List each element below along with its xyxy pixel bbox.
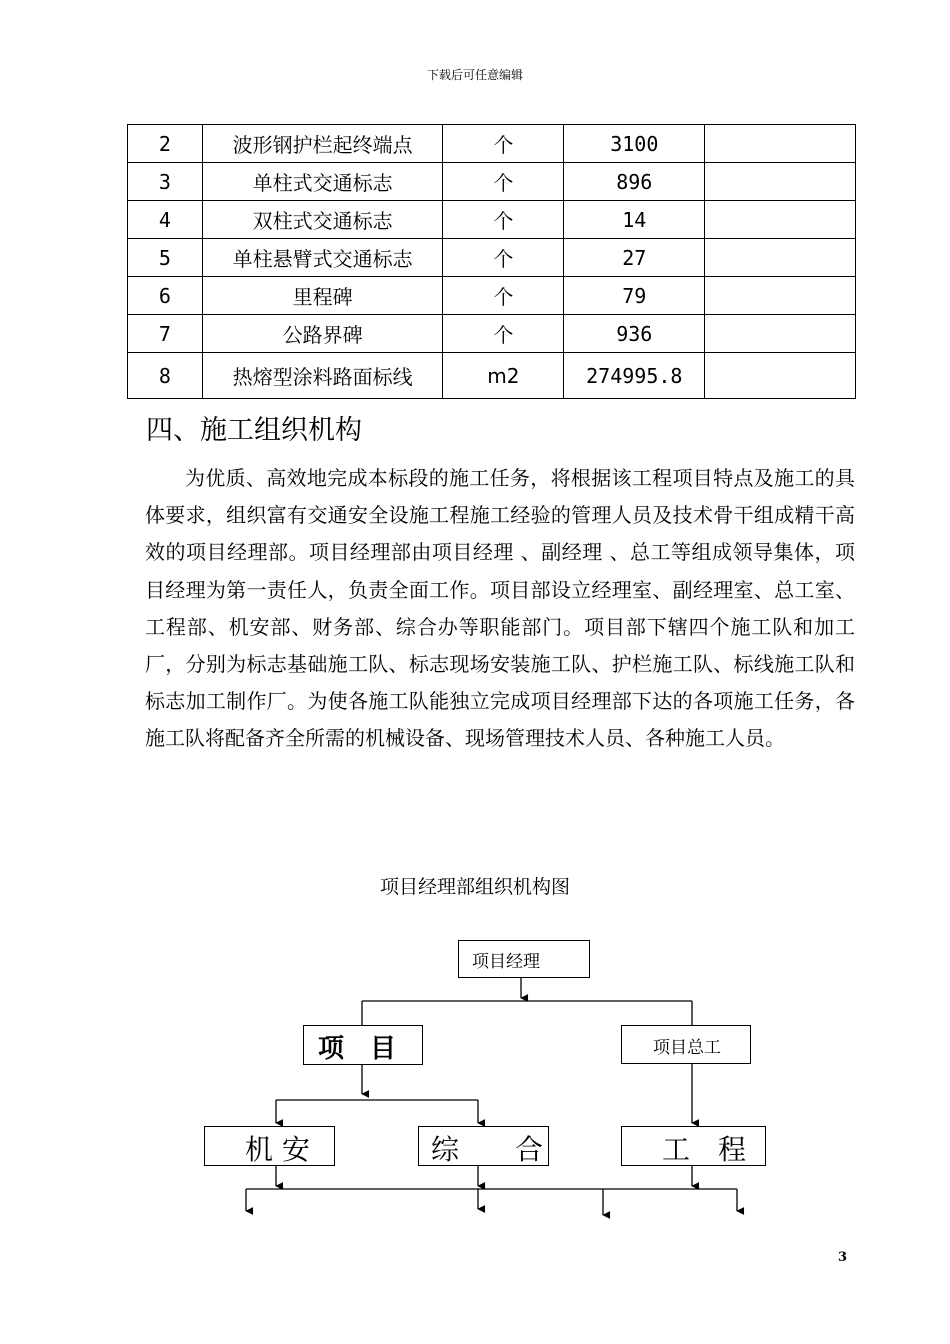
table-cell-unit: 个 [443, 201, 564, 239]
table-cell-qty: 14 [564, 201, 705, 239]
org-node-manager-label: 项目经理 [472, 952, 540, 972]
org-chart-title: 项目经理部组织机构图 [379, 876, 570, 898]
org-node-deputy-label: 项 目 [318, 1034, 397, 1064]
table-cell-item: 单柱式交通标志 [202, 163, 443, 201]
table-cell-no: 3 [128, 163, 203, 201]
table-cell-no: 6 [128, 277, 203, 315]
table-cell-unit: 个 [443, 315, 564, 353]
table-cell-unit: 个 [443, 125, 564, 163]
section-heading: 四、施工组织机构 [146, 415, 362, 446]
table-cell-no: 8 [128, 353, 203, 399]
table-cell-unit: m2 [443, 353, 564, 399]
page-number: 3 [838, 1250, 848, 1265]
table-cell-qty: 3100 [564, 125, 705, 163]
table-cell-no: 7 [128, 315, 203, 353]
header-note: 下载后可任意编辑 [426, 68, 523, 82]
org-node-general-label: 综 合 [431, 1133, 544, 1166]
table-cell-qty: 936 [564, 315, 705, 353]
table-cell-item: 波形钢护栏起终端点 [202, 125, 443, 163]
org-node-chief-engineer-label: 项目总工 [653, 1038, 721, 1058]
table-cell-no: 4 [128, 201, 203, 239]
table-cell-item: 双柱式交通标志 [202, 201, 443, 239]
table-cell-qty: 79 [564, 277, 705, 315]
table-cell-unit: 个 [443, 277, 564, 315]
table-cell-item: 公路界碑 [202, 315, 443, 353]
org-node-engineering-label: 工 程 [662, 1133, 747, 1166]
table-cell-no: 5 [128, 239, 203, 277]
table-cell-unit: 个 [443, 163, 564, 201]
org-node-machinery-safety-label: 机 安 [245, 1133, 310, 1166]
table-cell-qty: 896 [564, 163, 705, 201]
table-cell-item: 单柱悬臂式交通标志 [202, 239, 443, 277]
table-cell-no: 2 [128, 125, 203, 163]
table-cell-item: 热熔型涂料路面标线 [202, 353, 443, 399]
table-cell-item: 里程碑 [202, 277, 443, 315]
table-cell-unit: 个 [443, 239, 564, 277]
table-cell-qty: 274995.8 [564, 353, 705, 399]
section-paragraph: 为优质、高效地完成本标段的施工任务，将根据该工程项目特点及施工的具体要求，组织富有交通安全设施工程施工经验的管理人员及技术骨干组成精干高效的项目经理部。项目经理部由项目经理 、副经理 、总工等组成领导集体，项目经理为第一责任人，负责全面工作。项目部设立经理室、副经理室、总工室、工程部、机安部、财务部、综合办等职能部门。项目部下辖四个施工队和加工厂，分别为标志基础施工队、标志现场安装施工队、护栏施工队、标线施工队和标志加工制作厂。为使各施工队能独立完成项目经理部下达的各项施工任务，各施工队将配备齐全所需的机械设备、现场管理技术人员、各种施工人员。 [145, 466, 855, 751]
table-cell-qty: 27 [564, 239, 705, 277]
